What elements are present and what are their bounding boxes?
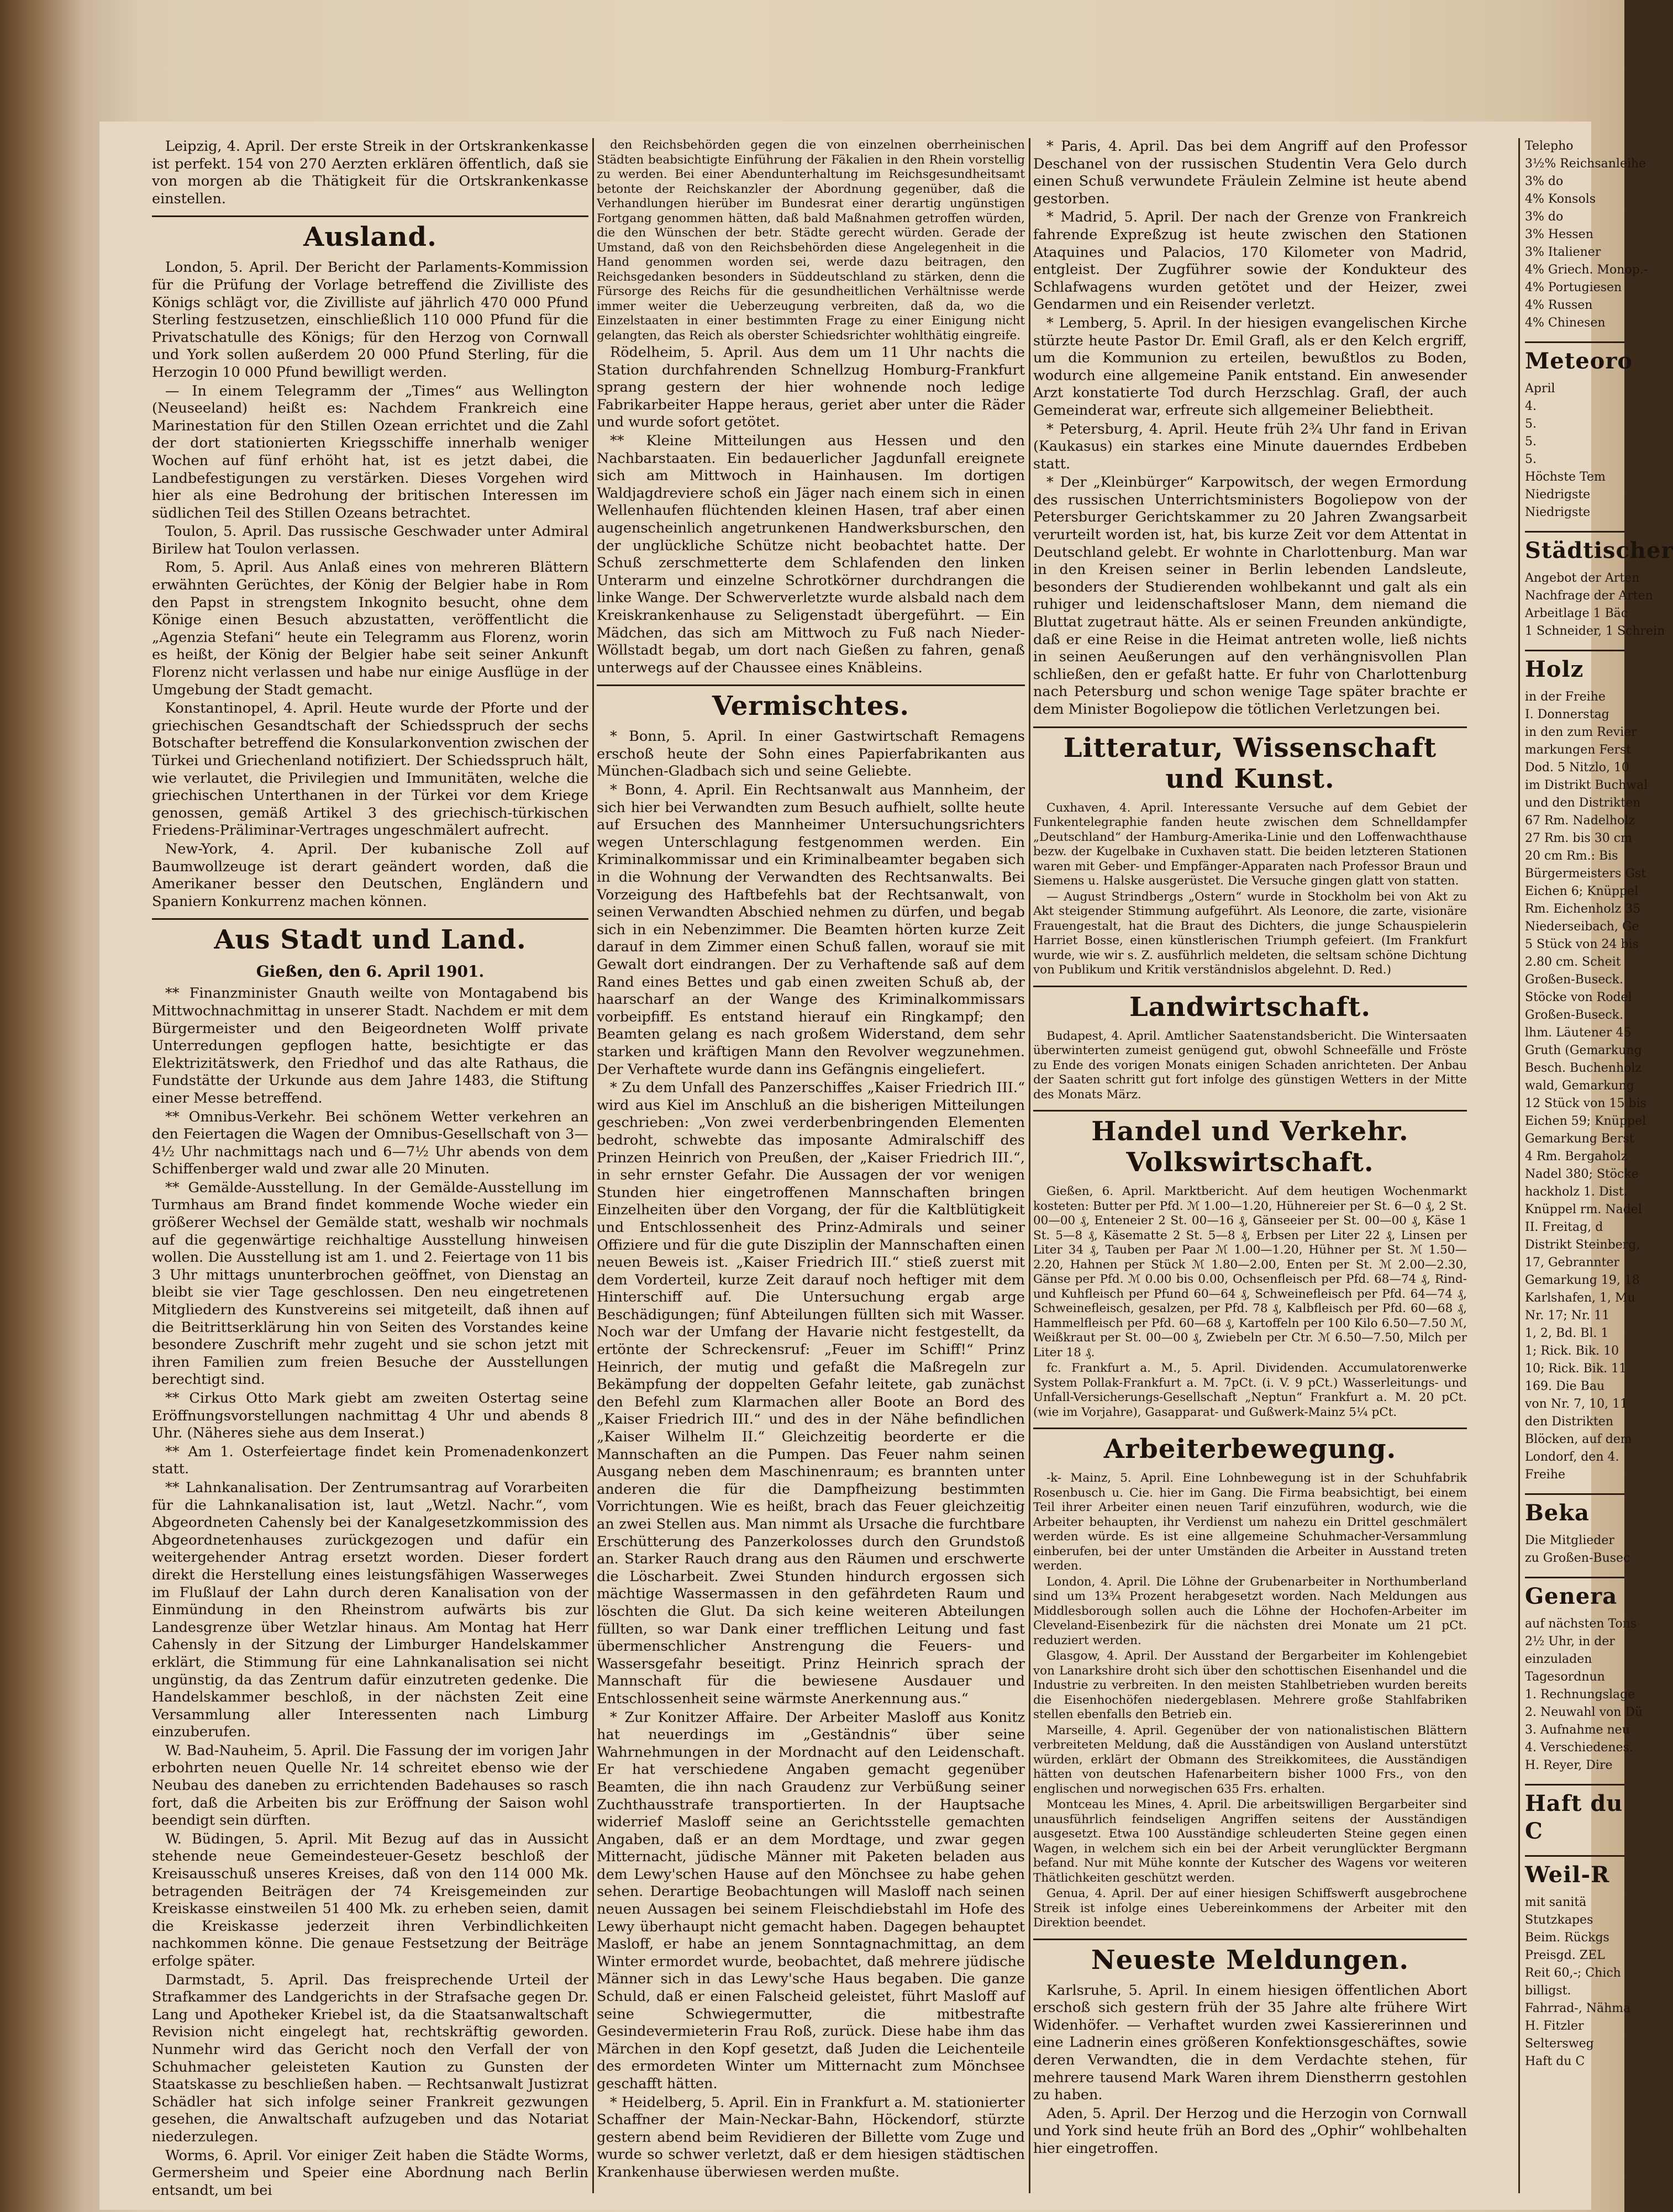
side-column-line: 12 Stück von 15 bis	[1525, 1097, 1646, 1110]
article-paragraph: Worms, 6. April. Vor einiger Zeit haben die Städte Worms, Germersheim und Speier eine Abordnung nach Berlin entsandt, um bei	[152, 2147, 588, 2199]
article-paragraph: ** Omnibus-Verkehr. Bei schönem Wetter verkehren an den Feiertagen die Wagen der Omnibus-Gesellschaft von 3—4½ Uhr nachmittags nach und 6—7½ Uhr abends von dem Schiffenberger wald und zwar alle 20 Minuten.	[152, 1108, 588, 1178]
side-column-line: 3% Italiener	[1525, 245, 1601, 259]
side-column-line: Londorf, den 4.	[1525, 1450, 1619, 1464]
article-paragraph: ** Lahnkanalisation. Der Zentrumsantrag auf Vorarbeiten für die Lahnkanalisation ist, laut „Wetzl. Nachr.“, vom Abgeordneten Cahensly bei der Kanalgesetzkommission des Abgeordnetenhauses zurückgezogen und dafür ein weitergehender Antrag ersetzt worden. Dieser fordert direkt die Herstellung eines leistungsfähigen Wasserweges im Flußlauf der Lahn durch deren Kanalisation von der Einmündung in den Rheinstrom aufwärts bis zur Landesgrenze über Wetzlar hinaus. Am Montag hat Herr Cahensly in der Sitzung der Limburger Handelskammer erklärt, die Stimmung für eine Lahnkanalisation sei nicht ungünstig, da das Zentrum dafür einzutreten gedenke. Die Handelskammer beschloß, in der nächsten Zeit eine Versammlung aller Interessenten nach Limburg einzuberufen.	[152, 1479, 588, 1741]
dateline: Gießen, den 6. April 1901.	[256, 962, 485, 981]
side-column-line: Karlshafen, 1, Mu	[1525, 1291, 1635, 1305]
article-paragraph: — In einem Telegramm der „Times“ aus Wellington (Neuseeland) heißt es: Nachdem Frankreich eine Marinestation für den Stillen Ozean errichtet und die Zahl der dort stationierten Kriegsschiffe innerhalb weniger Wochen auf fünf erhöht hat, ist es jetzt dabei, die Landbefestigungen zu verstärken. Dieses Vorgehen wird hier als eine Bedrohung der britischen Interessen im südlichen Teil des Stillen Ozeans betrachtet.	[152, 382, 588, 522]
side-column-line: 3% do	[1525, 175, 1564, 188]
article-paragraph: Marseille, 4. April. Gegenüber der von nationalistischen Blättern verbreiteten Meldung, daß die Ausständigen von Ausland unterstützt würden, erklärt der Obmann des Streikkomitees, die Ausständigen hätten von deutschen Hafenarbeitern bisher 1000 Frs., von den englischen und norwegischen 635 Frs. erhalten.	[1033, 1723, 1467, 1796]
article-paragraph: Budapest, 4. April. Amtlicher Saatenstandsbericht. Die Wintersaaten überwinterten zumeist genügend gut, obwohl Schneefälle und Fröste zu Ende des vorigen Monats einigen Schaden anrichteten. Der Anbau der Saaten schritt gut fort infolge des günstigen Wetters in der Mitte des Monats März.	[1033, 1029, 1467, 1102]
side-column-line: Distrikt Steinberg,	[1525, 1238, 1640, 1252]
ausland-articles	[152, 259, 588, 910]
side-column-line: April	[1525, 382, 1555, 396]
column4-top	[1525, 138, 1648, 331]
article-paragraph: -k- Mainz, 5. April. Eine Lohnbewegung ist in der Schuhfabrik Rosenbusch u. Cie. hier im Gang. Die Firma beabsichtigt, bei einem Teil ihrer Arbeiter einen neuen Tarif einzuführen, wodurch, wie die Arbeiter behaupten, ihr Verdienst um nahezu ein Drittel geschmälert werden würde. Es ist eine allgemeine Schuhmacher-Versammlung einberufen, bei der unter Umständen die Arbeiter in Ausstand treten werden.	[1033, 1471, 1467, 1573]
side-column-line: H. Reyer, Dire	[1525, 1758, 1613, 1772]
side-column-line: I. Donnerstag	[1525, 708, 1609, 721]
side-column-line: Nr. 17; Nr. 11	[1525, 1309, 1610, 1323]
article-paragraph: Aden, 5. April. Der Herzog und die Herzogin von Cornwall und York sind heute früh an Bord des „Ophir“ wohlbehalten hier eingetroffen.	[1033, 2105, 1467, 2157]
side-column-line: 5.	[1525, 435, 1537, 449]
side-column-line: Niedrigste	[1525, 505, 1591, 519]
column4-holz	[1525, 689, 1648, 1483]
side-column-line: Seltersweg	[1525, 2037, 1594, 2051]
side-column-line: H. Fitzler	[1525, 2019, 1584, 2033]
column4-bottom	[1525, 2000, 1631, 2070]
side-column-line: 1 Schneider, 1 Schrein	[1525, 624, 1665, 638]
landwirtschaft-articles	[1033, 1029, 1467, 1103]
column-1	[152, 138, 588, 2199]
lead-article: Leipzig, 4. April. Der erste Streik in der Ortskrankenkasse ist perfekt. 154 von 270 Aerzten erklären öffentlich, daß sie von morgen ab die Thätigkeit für die Ortskrankenkasse einstellen.	[152, 138, 588, 207]
article-paragraph: New-York, 4. April. Der kubanische Zoll auf Baumwollzeuge ist derart geändert worden, daß die Amerikaner besser den Deutschen, Engländern und Spaniern Konkurrenz machen können.	[152, 840, 588, 910]
side-column-line: 4. Verschiedenes.	[1525, 1741, 1633, 1755]
article-paragraph: Glasgow, 4. April. Der Ausstand der Bergarbeiter im Kohlengebiet von Lanarkshire droht sich über den schottischen Eisenhandel und die Industrie zu verbreiten. In den meisten Stahlbetrieben wurden bereits die Eisenhochöfen niedergeblasen. Mehrere große Stahlfabriken stellen ebenfalls den Betrieb ein.	[1033, 1649, 1467, 1722]
article-paragraph: * Der „Kleinbürger“ Karpowitsch, der wegen Ermordung des russischen Unterrichtsministers Bogoliepow von der Petersburger Gerichtskammer zu 20 Jahren Zwangsarbeit verurteilt worden ist, hat, bis kurze Zeit vor dem Attentat in Deutschland gelebt. Er wohnte in Charlottenburg. Man war in den Kreisen seiner in Berlin lebenden Landsleute, besonders der Studierenden wohlbekannt und galt als ein ruhiger und leidenschaftsloser Mann, dem niemand die Bluttat zugetraut hätte. Als er seinen Freunden ankündigte, daß er eine Reise in die Heimat antreten wolle, ließ nichts in seinen Aeußerungen auf den verhängnisvollen Plan schließen, den er gefaßt hatte. Er fuhr von Charlottenburg nach Petersburg und schon wenige Tage später brachte er dem Minister Bogoliepow die tötlichen Verletzungen bei.	[1033, 474, 1467, 718]
side-column-line: 5.	[1525, 452, 1537, 466]
side-column-line: Angebot der Arten	[1525, 571, 1640, 585]
column-rule	[1029, 138, 1030, 2193]
side-column-line: Gemarkung 19, 18	[1525, 1273, 1640, 1287]
article-paragraph: London, 4. April. Die Löhne der Grubenarbeiter in Northumberland sind um 13¾ Prozent herabgesetzt worden. Nach Meldungen aus Middlesborough sollen auch die Löhne der Hochofen-Arbeiter im Cleveland-Eisenbezirk für die nächsten drei Monate um 21 pCt. reduziert werden.	[1033, 1574, 1467, 1647]
side-column-line: Nadel 380; Stöcke	[1525, 1167, 1639, 1181]
side-column-line: 1, 2, Bd. Bl. 1	[1525, 1326, 1609, 1340]
article-paragraph: Montceau les Mines, 4. April. Die arbeitswilligen Bergarbeiter sind unausführlich feindseligen Angriffen seitens der Ausständigen ausgesetzt. Etwa 100 Ausständige schleuderten Steine gegen einen Wagen, in welchem sich ein bei der Arbeit verunglückter Bergmann befand. Nur mit Mühe konnte der Kutscher des Wagens vor weiteren Thätlichkeiten geschützt werden.	[1033, 1798, 1467, 1885]
side-column-line: Blöcken, auf dem	[1525, 1432, 1632, 1446]
side-column-line: wald, Gemarkung	[1525, 1079, 1634, 1093]
side-column-line: 4% Russen	[1525, 298, 1593, 312]
side-column-line: in der Freihe	[1525, 690, 1606, 704]
side-column-line: Niedrigste	[1525, 488, 1591, 502]
section-heading-meteoro: Meteoro	[1525, 341, 1624, 375]
article-paragraph: W. Büdingen, 5. April. Mit Bezug auf das in Aussicht stehende neue Gemeindesteuer-Gesetz beschloß der Kreisausschuß unseres Kreises, daß von den 114 000 Mk. betragenden Beiträgen der 74 Kreisgemeinden zur Kreiskasse einstweilen 51 400 Mk. zu erheben seien, damit die Kreiskasse jederzeit ihren Verbindlichkeiten nachkommen könne. Die genaue Festsetzung der Beiträge erfolge später.	[152, 1830, 588, 1969]
side-column-line: 169. Die Bau	[1525, 1379, 1605, 1393]
side-column-line: Stutzkapes	[1525, 1913, 1593, 1927]
section-heading-weil: Weil-R	[1525, 1855, 1624, 1889]
side-column-line: Beim. Rückgs	[1525, 1931, 1609, 1945]
side-column-line: Großen-Buseck.	[1525, 973, 1623, 987]
article-paragraph: den Reichsbehörden gegen die von einzelnen oberrheinischen Städten beabsichtigte Einführung der Fäkalien in den Rhein vorstellig zu werden. Bei einer Abendunterhaltung im Reichsgesundheitsamt betonte der Reichskanzler der Abordnung gegenüber, daß die Verhandlungen hierüber im Bundesrat einer derartig ungünstigen Fortgang genommen hätten, daß bald Maßnahmen getroffen würden, die den Wünschen der betr. Städte gerecht würden. Gerade der Umstand, daß von den Reichsbehörden diese Angelegenheit in die Hand genommen worden sei, werde dazu beitragen, den Reichsgedanken besonders in Süddeutschland zu stärken, denn die Fürsorge des Reichs für die gesundheitlichen Verhältnisse werde immer weiter die Ueberzeugung verbreiten, daß da, wo die Einzelstaaten in einer bestimmten Frage zu einer Einigung nicht gelangten, das Reich als oberster Schiedsrichter wohlthätig eingreife.	[597, 138, 1025, 343]
article-paragraph: * Bonn, 5. April. In einer Gastwirtschaft Remagens erschoß heute der Sohn eines Papierfabrikanten aus München-Gladbach sich und seine Geliebte.	[597, 728, 1025, 780]
article-paragraph: * Lemberg, 5. April. In der hiesigen evangelischen Kirche stürzte heute Pastor Dr. Emil Grafl, als er den Kelch ergriff, um die Kommunion zu erteilen, bewußtlos zu Boden, wodurch eine allgemeine Panik entstand. Ein anwesender Arzt konstatierte Tod durch Herzschlag. Grafl, der auch Gemeinderat war, erfreute sich allgemeiner Beliebtheit.	[1033, 314, 1467, 419]
side-column-line: 4% Griech. Monop.-	[1525, 263, 1648, 277]
side-column-line: Gruth (Gemarkung	[1525, 1044, 1642, 1057]
article-paragraph: * Bonn, 4. April. Ein Rechtsanwalt aus Mannheim, der sich hier bei Verwandten zum Besuch aufhielt, sollte heute auf Ersuchen des Mannheimer Untersuchungsrichters wegen Unterschlagung festgenommen werden. Ein Kriminalkommissar und ein Kriminalbeamter begaben sich in die Wohnung der Verwandten des Rechtsanwalts. Bei Vorzeigung des Haftbefehls bat der Rechtsanwalt, von seinen Verwandten Abschied nehmen zu dürfen, und begab sich in ein Nebenzimmer. Die Beamten hörten kurze Zeit darauf in dem Zimmer einen Schuß fallen, worauf sie mit Gewalt dort eindrangen. Der zu Verhaftende saß auf dem Rand eines Bettes und gab einen zweiten Schuß ab, der haarscharf an der Wange des Kriminalkommissars vorbeipfiff. Es entstand hierauf ein Ringkampf; den Beamten gelang es nach großem Widerstand, dem sehr starken und kräftigen Mann den Revolver wegzunehmen. Der Verhaftete wurde dann ins Gefängnis eingeliefert.	[597, 782, 1025, 1078]
article-paragraph: W. Bad-Nauheim, 5. April. Die Fassung der im vorigen Jahr erbohrten neuen Quelle Nr. 14 schreitet ebenso wie der Neubau des daneben zu errichtenden Badehauses so rasch fort, daß die Arbeiten bis zur Eröffnung der Saison wohl beendigt sein dürften.	[152, 1742, 588, 1829]
column-rule	[1518, 138, 1520, 2193]
side-column-line: Besch. Buchenholz	[1525, 1061, 1642, 1075]
side-column-line: den Distrikten	[1525, 1415, 1613, 1429]
side-column-line: billigst.	[1525, 1984, 1571, 1998]
article-paragraph: * Petersburg, 4. April. Heute früh 2¾ Uhr fand in Erivan (Kaukasus) ein starkes eine Minute dauerndes Erdbeben statt.	[1033, 420, 1467, 472]
side-column-line: 3% Hessen	[1525, 228, 1593, 241]
side-column-line: Fahrrad-, Nähma	[1525, 2002, 1631, 2015]
side-column-line: 3. Aufnahme neu	[1525, 1723, 1630, 1737]
side-column-line: Tagesordnun	[1525, 1670, 1605, 1684]
side-column-line: Rm. Eichenholz 35	[1525, 902, 1641, 916]
column-2	[597, 138, 1025, 2193]
stadt-articles	[152, 985, 588, 2199]
article-paragraph: * Zu dem Unfall des Panzerschiffes „Kaiser Friedrich III.“ wird aus Kiel im Anschluß an die bisherigen Mitteilungen geschrieben: „Von zwei verderbenbringenden Elementen bedroht, schwebte das imposante Admiralschiff des Prinzen Heinrich von Preußen, der „Kaiser Friedrich III.“, in sehr ernster Gefahr. Die Aussagen der vor wenigen Stunden hier eingetroffenen Mannschaften bringen Einzelheiten über den Vorgang, der für die Kaltblütigkeit und Entschlossenheit des Prinz-Admirals und seiner Offiziere und für die gute Disziplin der Mannschaften einen neuen Beweis ist. „Kaiser Friedrich III.“ stieß zuerst mit dem Vorderteil, kurze Zeit darauf noch heftiger mit dem Hinterschiff auf. Die Untersuchung ergab arge Beschädigungen; fünf Abteilungen füllten sich mit Wasser. Noch war der Umfang der Havarie nicht festgestellt, da ertönte der Schreckensruf: „Feuer im Schiff!“ Prinz Heinrich, der mutig und gefaßt die Maßregeln zur Bekämpfung der doppelten Gefahr leitete, gab zunächst den Befehl zum Klarmachen aller Boote an Bord des „Kaiser Friedrich III.“ und des in der Nähe befindlichen „Kaiser Wilhelm II.“ Gleichzeitig beorderte er die Mannschaften an die Pumpen. Das Feuer nahm seinen Ausgang neben dem Maschinenraum; es brannten unter anderen die für die Dampfheizung bestimmten Vorrichtungen. Wie es heißt, brach das Feuer gleichzeitig an zwei Stellen aus. Man nimmt als Ursache die furchtbare Erschütterung des Panzerkolosses durch den Grundstoß an. Starker Rauch drang aus den Räumen und erschwerte die Löscharbeit. Zwei Stunden hindurch ergossen sich mächtige Wassermassen in den gefährdeten Raum und löschten die Glut. Da sich keine weiteren Abteilungen füllten, so war Dank einer trefflichen Leitung und fast übermenschlicher Anstrengung die Feuers- und Wassersgefahr beseitigt. Prinz Heinrich sprach der Mannschaft für die bewiesene Ausdauer und Entschlossenheit seine wärmste Anerkennung aus.“	[597, 1079, 1025, 1707]
section-heading-arbeiter: Arbeiterbewegung.	[1033, 1428, 1467, 1465]
article-paragraph: — August Strindbergs „Ostern“ wurde in Stockholm bei von Akt zu Akt steigender Stimmung aufgeführt. Als Leonore, die zarte, visionäre Frauengestalt, hat die Braut des Dichters, die junge Schauspielerin Harriet Bosse, einen künstlerischen Triumph gefeiert. (Im Frankfurt wurde, wie wir s. Z. ausführlich meldeten, die seltsam schöne Dichtung von Publikum und Kritik verständnislos abgelehnt. D. Red.)	[1033, 889, 1467, 977]
side-column-line: 2.80 cm. Scheit	[1525, 955, 1621, 969]
article-paragraph: ** Kleine Mitteilungen aus Hessen und den Nachbarstaaten. Ein bedauerlicher Jagdunfall ereignete sich am Mittwoch in Hainhausen. Im dortigen Waldjagdreviere schoß ein Jäger nach einem sich in einen Wellenhaufen flüchtenden kleinen Hasen, traf aber einen augenscheinlich angetrunkenen Handwerksburschen, den der unglückliche Schütze nicht beobachtet hatte. Der Schuß zerschmetterte dem Schlafenden den linken Unterarm und einzelne Schrotkörner durchdrangen die linke Wange. Der Schwerverletzte wurde alsbald nach dem Kreiskrankenhause zu Seligenstadt übergeführt. — Ein Mädchen, das sich am Mittwoch zu Fuß nach Nieder-Wöllstadt begab, um dort nach Gießen zu fahren, genaß unterwegs auf der Chaussee eines Knäbleins.	[597, 432, 1025, 676]
column4-gener	[1525, 1616, 1643, 1774]
section-heading-litteratur: Litteratur, Wissenschaft und Kunst.	[1033, 726, 1467, 794]
side-column-line: zu Großen-Busec	[1525, 1551, 1630, 1565]
side-column-line: 3½% Reichsanleihe	[1525, 157, 1646, 171]
section-heading-vermischtes: Vermischtes.	[597, 684, 1025, 721]
section-heading-stadt-land: Aus Stadt und Land.	[152, 918, 588, 955]
section-heading-landwirtschaft: Landwirtschaft.	[1033, 986, 1467, 1023]
side-column-line: Preisgd. ZEL	[1525, 1948, 1605, 1962]
side-column-line: 4% Portugiesen	[1525, 281, 1622, 294]
side-column-line: Höchste Tem	[1525, 470, 1606, 484]
article-paragraph: ** Gemälde-Ausstellung. In der Gemälde-Ausstellung im Turmhaus am Brand findet kommende Woche wieder ein größerer Wechsel der Gemälde statt, weshalb wir nochmals auf die gegenwärtige reichhaltige Ausstellung hinweisen wollen. Die Ausstellung ist am 1. und 2. Feiertage von 11 bis 3 Uhr mittags ununterbrochen geöffnet, von Dienstag an bleibt sie vier Tage geschlossen. Den neu eingetretenen Mitgliedern des Kunstvereins sei mitgeteilt, daß ihnen auf die Beitrittserklärung hin von Seiten des Vorstandes keine besondere Zuschrift mehr zugeht und sie schon jetzt mit ihren Familien zum freien Besuche der Ausstellungen berechtigt sind.	[152, 1179, 588, 1388]
side-column-line: Arbeitlage 1 Bäc	[1525, 607, 1628, 620]
section-heading-beka: Beka	[1525, 1493, 1624, 1527]
article-paragraph: Toulon, 5. April. Das russische Geschwader unter Admiral Birilew hat Toulon verlassen.	[152, 523, 588, 557]
side-column-line: 3% do	[1525, 210, 1564, 224]
column-rule	[592, 138, 594, 2193]
article-paragraph: Karlsruhe, 5. April. In einem hiesigen öffentlichen Abort erschoß sich gestern früh der 35 Jahre alte frühere Wirt Widenhöfer. — Verhaftet wurden zwei Kassiererinnen und eine Ladnerin eines größeren Konfektionsgeschäftes, sowie deren Verwandten, die in dem Verdachte stehen, für mehrere tausend Mark Waren ihrem Dienstherrn gestohlen zu haben.	[1033, 1982, 1467, 2104]
section-heading-haft: Haft du C	[1525, 1784, 1624, 1845]
article-paragraph: London, 5. April. Der Bericht der Parlaments-Kommission für die Prüfung der Vorlage betreffend die Zivilliste des Königs schlägt vor, die Zivilliste auf jährlich 470 000 Pfund Sterling festzusetzen, einschließlich 110 000 Pfund für die Privatschatulle des Königs; für den Herzog von Cornwall und York sollen außerdem 20 000 Pfund Sterling, für die Herzogin 10 000 Pfund bewilligt werden.	[152, 259, 588, 381]
section-heading-ausland: Ausland.	[152, 215, 588, 252]
side-column-line: hackholz 1. Dist.	[1525, 1185, 1628, 1199]
column4-meteo	[1525, 381, 1624, 521]
article-paragraph: Rödelheim, 5. April. Aus dem um 11 Uhr nachts die Station durchfahrenden Schnellzug Homburg-Frankfurt sprang gestern der hier wohnende noch ledige Fabrikarbeiter Happe heraus, geriet aber unter die Räder und wurde sofort getötet.	[597, 344, 1025, 431]
side-column-line: Reit 60,-; Chich	[1525, 1966, 1621, 1980]
side-column-line: Großen-Buseck.	[1525, 1008, 1623, 1022]
side-column-line: 4 Rm. Bergaholz	[1525, 1150, 1628, 1163]
side-column-line: Knüppel rm. Nadel	[1525, 1203, 1642, 1216]
vermischtes-articles	[597, 728, 1025, 2181]
side-column-line: 4% Konsols	[1525, 192, 1596, 206]
side-column-line: 1; Rick. Bik. 10	[1525, 1344, 1619, 1358]
side-column-line: 2. Neuwahl von Dü	[1525, 1705, 1643, 1719]
section-heading-staedtischer: Städtischer	[1525, 531, 1624, 565]
side-column-line: und den Distrikten	[1525, 796, 1641, 810]
column4-staedt	[1525, 570, 1665, 640]
side-column-line: in den zum Revier	[1525, 725, 1637, 739]
article-paragraph: Cuxhaven, 4. April. Interessante Versuche auf dem Gebiet der Funkentelegraphie fanden heute zwischen dem Schnelldampfer „Deutschland“ der Hamburg-Amerika-Linie und den Loffenwachthause bezw. der Kugelbake in Cuxhaven statt. Die beiden letzteren Stationen waren mit Geber- und Empfänger-Apparaten nach Professor Braun und Siemens u. Halske ausgerüstet. Die Versuche gingen glatt von statten.	[1033, 800, 1467, 888]
side-column-line: Die Mitglieder	[1525, 1534, 1614, 1547]
column-4-cropped	[1525, 138, 1673, 2193]
side-column-line: Haft du C	[1525, 2055, 1585, 2068]
side-column-line: Eichen 59; Knüppel	[1525, 1114, 1646, 1128]
column4-weil	[1525, 1894, 1624, 1999]
side-column-line: 27 Rm. bis 30 cm	[1525, 831, 1632, 845]
side-column-line: 10; Rick. Bik. 11	[1525, 1362, 1627, 1376]
article-paragraph: * Madrid, 5. April. Der nach der Grenze von Frankreich fahrende Expreßzug ist heute zwischen den Stationen Ataquines und Palacios, 170 Kilometer von Madrid, entgleist. Der Zugführer sowie der Kondukteur des Schlafwagens wurden getötet und der Heizer, zwei Gendarmen und ein Reisender verletzt.	[1033, 209, 1467, 313]
article-paragraph: * Heidelberg, 5. April. Ein in Frankfurt a. M. stationierter Schaffner der Main-Neckar-Bahn, Höckendorf, stürzte gestern abend beim Revidieren der Billette vom Zuge und wurde so schwer verletzt, daß er dem hiesigen städtischen Krankenhause überwiesen werden mußte.	[597, 2094, 1025, 2181]
side-column-line: 1. Rechnungslage	[1525, 1688, 1635, 1702]
side-column-line: Niederseibach, Ge	[1525, 920, 1639, 934]
article-paragraph: Genua, 4. April. Der auf einer hiesigen Schiffswerft ausgebrochene Streik ist infolge eines Uebereinkommens der Arbeiter mit den Direktion beendet.	[1033, 1887, 1467, 1930]
side-column-line: mit sanitä	[1525, 1895, 1587, 1909]
side-column-line: markungen Ferst	[1525, 743, 1632, 757]
side-column-line: Nachfrage der Arten	[1525, 589, 1653, 603]
side-column-line: 4.	[1525, 399, 1537, 413]
article-paragraph: ** Am 1. Osterfeiertage findet kein Promenadenkonzert statt.	[152, 1443, 588, 1478]
side-column-line: 20 cm Rm.: Bis	[1525, 849, 1618, 863]
side-column-line: Telepho	[1525, 139, 1574, 153]
side-column-line: lhm. Läutener 45	[1525, 1026, 1632, 1040]
article-paragraph: Darmstadt, 5. April. Das freisprechende Urteil der Strafkammer des Landgerichts in der Strafsache gegen Dr. Lang und Apotheker Kriebel ist, da die Staatsanwaltschaft Revision nicht eingelegt hat, rechtskräftig geworden. Nunmehr wird das Gericht noch den Verfall der von Schuhmacher geleisteten Kaution zu Gunsten der Staatskasse zu beschließen haben. — Rechtsanwalt Justizrat Schädler hat sich infolge seiner Frankreit gezwungen gesehen, die Anwaltschaft aufzugeben und das Notariat niederzulegen.	[152, 1971, 588, 2145]
article-paragraph: * Zur Konitzer Affaire. Der Arbeiter Masloff aus Konitz hat neuerdings im „Geständnis“ über seine Wahrnehmungen in der Mordnacht auf den Leidenschaft. Er hat verschiedene Angaben gemacht gegenüber Beamten, die ihn nach Graudenz zur Verbüßung seiner Zuchthausstrafe transportierten. In der Hauptsache widerrief Masloff seine an Gerichtsstelle gemachten Angaben, daß er an dem Mordtage, und zwar gegen Mitternacht, jüdische Männer mit Paketen beladen aus dem Lewy'schen Hause auf den Mönchsee zu habe gehen sehen. Derartige Beobachtungen will Masloff nach seinen neuen Aussagen bei seinem Fleischdiebstahl im Hofe des Lewy überhaupt nicht gemacht haben. Dagegen behauptet Masloff, er habe an jenem Sonntagnachmittag, an dem Winter ermordet wurde, beobachtet, daß mehrere jüdische Männer sich in das Lewy'sche Haus begaben. Die ganze Schuld, daß er einen Falscheid geleistet, führt Masloff auf seine Schwiegermutter, die mitbestrafte Gesindevermieterin Frau Roß, zurück. Diese habe ihm das Märchen in den Kopf gesetzt, daß Juden die Leichenteile des ermordeten Winter um Mitternacht zum Mönchsee geschafft hätten.	[597, 1709, 1025, 2092]
side-column-line: Eichen 6; Knüppel	[1525, 884, 1639, 898]
section-heading-neueste: Neueste Meldungen.	[1033, 1939, 1467, 1976]
side-column-line: Stöcke von Rodel	[1525, 991, 1632, 1004]
article-paragraph: * Paris, 4. April. Das bei dem Angriff auf den Professor Deschanel von der russischen Studentin Vera Gelo durch einen Schuß verwundete Fräulein Zelmine ist heute abend gestorben.	[1033, 138, 1467, 207]
side-column-line: II. Freitag, d	[1525, 1220, 1603, 1234]
side-column-line: 5 Stück von 24 bis	[1525, 938, 1639, 951]
section-heading-handel: Handel und Verkehr. Volkswirtschaft.	[1033, 1110, 1467, 1178]
side-column-line: Freihe	[1525, 1468, 1566, 1482]
side-column-line: 2½ Uhr, in der	[1525, 1635, 1615, 1649]
section-heading-genera: Genera	[1525, 1577, 1624, 1610]
article-paragraph: Rom, 5. April. Aus Anlaß eines von mehreren Blättern erwähnten Gerüchtes, der König der Belgier habe in Rom den Papst in strengstem Inkognito besucht, ohne dem Könige einen Besuch abzustatten, veröffentlicht die „Agenzia Stefani“ heute ein Telegramm aus Florenz, worin es heißt, der König der Belgier habe seit seiner Ankunft Florenz nicht verlassen und habe nur einige Ausflüge in der Umgebung der Stadt gemacht.	[152, 559, 588, 698]
side-column-line: von Nr. 7, 10, 11	[1525, 1397, 1628, 1411]
side-column-line: Bürgermeisters Gst	[1525, 867, 1646, 881]
column-3	[1033, 138, 1467, 2193]
side-column-line: auf nächsten Tons	[1525, 1617, 1637, 1631]
handel-articles	[1033, 1184, 1467, 1420]
article-paragraph: Konstantinopel, 4. April. Heute wurde der Pforte und der griechischen Gesandtschaft der Schiedsspruch der sechs Botschafter betreffend die Konsularkonvention zwischen der Türkei und Griechenland notifiziert. Der Schiedsspruch hält, wie verlautet, die Privilegien und Immunitäten, welche die griechischen Unterthanen in der Türkei vor dem Kriege genossen, gemäß Artikel 3 des griechisch-türkischen Friedens-Präliminar-Vertrages ungeschmälert aufrecht.	[152, 700, 588, 839]
side-column-line: im Distrikt Buchwal	[1525, 778, 1648, 792]
arbeiter-articles	[1033, 1471, 1467, 1931]
column4-beka	[1525, 1532, 1630, 1567]
section-heading-holz: Holz	[1525, 650, 1624, 683]
side-column-line: einzuladen	[1525, 1652, 1592, 1666]
article-paragraph: Gießen, 6. April. Marktbericht. Auf dem heutigen Wochenmarkt kosteten: Butter per Pfd. ℳ 1.00—1.20, Hühnereier per St. 6—0 ₰, 2 St. 00—00 ₰, Enteneier 2 St. 00—16 ₰, Gänseeier per St. 00—00 ₰, Käse 1 St. 5—8 ₰, Käsematte 2 St. 5—8 ₰, Erbsen per Liter 22 ₰, Linsen per Liter 34 ₰, Tauben per Paar ℳ 1.00—1.20, Hühner per St. ℳ 1.50—2.20, Hahnen per Stück ℳ 1.80—2.00, Enten per St. ℳ 2.00—2.30, Gänse per Pfd. ℳ 0.00 bis 0.00, Ochsenfleisch per Pfd. 68—74 ₰, Rind- und Kuhfleisch per Pfund 60—64 ₰, Schweinefleisch per Pfd. 64—74 ₰, Schweinefleisch, gesalzen, per Pfd. 78 ₰, Kalbfleisch per Pfd. 60—68 ₰, Hammelfleisch per Pfd. 60—68 ₰, Kartoffeln per 100 Kilo 6.50—7.50 ℳ, Weißkraut per St. 00—00 ₰, Zwiebeln per Ctr. ℳ 6.50—7.50, Milch per Liter 18 ₰.	[1033, 1184, 1467, 1360]
article-paragraph: ** Cirkus Otto Mark giebt am zweiten Ostertag seine Eröffnungsvorstellungen nachmittag 4 Uhr und abends 8 Uhr. (Näheres siehe aus dem Inserat.)	[152, 1390, 588, 1442]
side-column-line: Gemarkung Berst	[1525, 1132, 1634, 1146]
side-column-line: 67 Rm. Nadelholz	[1525, 814, 1635, 828]
article-paragraph: ** Finanzminister Gnauth weilte von Montagabend bis Mittwochnachmittag in unserer Stadt. Nachdem er mit dem Bürgermeister und den Beigeordneten Wolff private Unterredungen gepflogen hatte, besichtigte er das Elektrizitätswerk, den Friedhof und das alte Rathaus, die Fundstätte der Urkunde aus dem Jahre 1483, die Stiftung einer Messe betreffend.	[152, 985, 588, 1107]
article-paragraph: fc. Frankfurt a. M., 5. April. Dividenden. Accumulatorenwerke System Pollak-Frankfurt a. M. 7pCt. (i. V. 9 pCt.) Wasserleitungs- und Unfall-Versicherungs-Gesellschaft „Neptun“ Frankfurt a. M. 20 pCt. (wie im Vorjahre), Gasapparat- und Gußwerk-Mainz 5¼ pCt.	[1033, 1361, 1467, 1419]
side-column-line: 5.	[1525, 417, 1537, 431]
litteratur-articles	[1033, 801, 1467, 978]
side-column-line: Dod. 5 Nitzlo, 10	[1525, 761, 1629, 775]
side-column-line: 4% Chinesen	[1525, 316, 1606, 330]
reichsbehoerden-article	[597, 138, 1025, 343]
side-column-line: 17, Gebrannter	[1525, 1256, 1620, 1270]
